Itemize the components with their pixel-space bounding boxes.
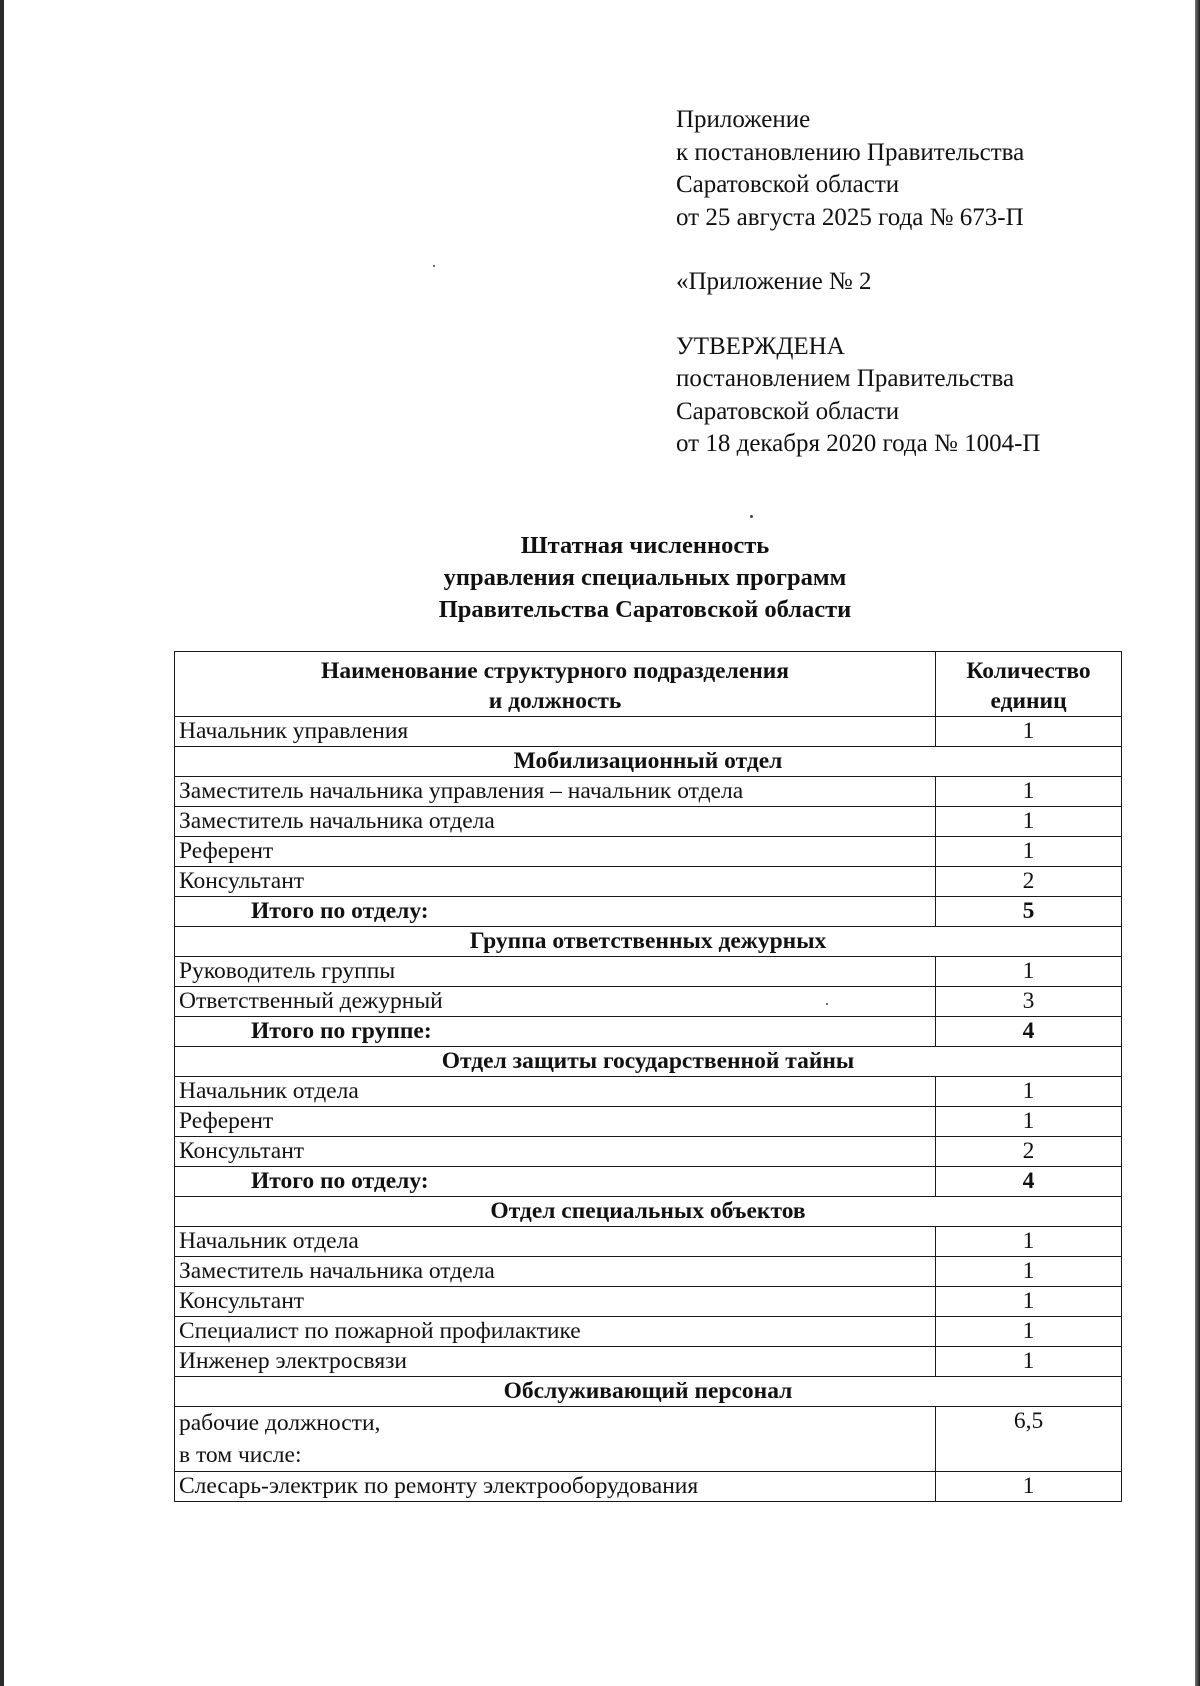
title-line-1: Штатная численность <box>520 532 770 559</box>
position-name: Начальник отдела <box>175 1227 936 1257</box>
position-count: 6,5 <box>936 1407 1122 1472</box>
header-approved-date: от 18 декабря 2020 года № 1004-П <box>676 430 1041 457</box>
section-title: Мобилизационный отдел <box>175 747 1122 777</box>
column-header-qty-line-1: Количество <box>966 658 1091 684</box>
position-name: Слесарь-электрик по ремонту электрооборудования <box>175 1472 936 1502</box>
scan-edge-left <box>0 0 4 1686</box>
header-appendix-label: Приложение <box>676 106 811 133</box>
column-header-qty-line-2: единиц <box>990 688 1067 714</box>
position-name: Консультант <box>175 1137 936 1167</box>
table-row <box>175 1347 1122 1377</box>
position-count: 1 <box>936 717 1122 747</box>
scan-edge-right <box>1195 0 1200 1686</box>
total-count: 4 <box>936 1017 1122 1047</box>
header-region: Саратовской области <box>676 171 900 198</box>
section-row <box>175 1377 1122 1407</box>
total-label: Итого по отделу: <box>175 897 936 927</box>
header-spacer <box>676 299 1156 331</box>
header-resolution-ref: к постановлению Правительства <box>676 138 1025 166</box>
position-count: 1 <box>936 1287 1122 1317</box>
section-row <box>175 1197 1122 1227</box>
table-row <box>175 867 1122 897</box>
position-count: 1 <box>936 1227 1122 1257</box>
position-name-line-1: рабочие должности, <box>179 1410 381 1436</box>
position-name: Заместитель начальника отдела <box>175 807 936 837</box>
position-count: 1 <box>936 1317 1122 1347</box>
column-header-name-line-1: Наименование структурного подразделения <box>321 658 790 684</box>
position-name: Консультант <box>175 867 936 897</box>
position-count: 3 <box>936 987 1122 1017</box>
position-name: Заместитель начальника управления – начальник отдела <box>175 777 936 807</box>
table-row <box>175 717 1122 747</box>
position-name: Консультант <box>175 1287 936 1317</box>
staff-table <box>174 651 1122 1502</box>
position-count: 2 <box>936 867 1122 897</box>
position-name: Инженер электросвязи <box>175 1347 936 1377</box>
total-row <box>175 897 1122 927</box>
section-row <box>175 1047 1122 1077</box>
position-name: Референт <box>175 1107 936 1137</box>
total-row <box>175 1167 1122 1197</box>
header-spacer <box>676 234 1156 266</box>
column-header-name-line-2: и должность <box>488 688 622 714</box>
table-row <box>175 1257 1122 1287</box>
scan-speck <box>750 515 753 518</box>
position-count: 1 <box>936 1347 1122 1377</box>
position-name: Заместитель начальника отдела <box>175 1257 936 1287</box>
position-name: Референт <box>175 837 936 867</box>
section-title: Отдел защиты государственной тайны <box>175 1047 1122 1077</box>
table-row <box>175 1472 1122 1502</box>
total-count: 4 <box>936 1167 1122 1197</box>
table-row <box>175 1317 1122 1347</box>
position-count: 1 <box>936 807 1122 837</box>
header-resolution-date: от 25 августа 2025 года № 673-П <box>676 203 1024 231</box>
total-label: Итого по группе: <box>175 1017 936 1047</box>
table-row <box>175 1227 1122 1257</box>
table-row <box>175 807 1122 837</box>
total-label: Итого по отделу: <box>175 1167 936 1197</box>
title-line-2: управления специальных программ <box>443 564 847 591</box>
position-name: Руководитель группы <box>175 957 936 987</box>
position-name: Начальник отдела <box>175 1077 936 1107</box>
section-row <box>175 747 1122 777</box>
column-header-qty <box>936 652 1122 717</box>
title-line-3: Правительства Саратовской области <box>438 596 852 623</box>
header-approved-label: УТВЕРЖДЕНА <box>676 332 845 360</box>
position-count: 2 <box>936 1137 1122 1167</box>
position-count: 1 <box>936 1107 1122 1137</box>
position-name <box>175 1407 936 1472</box>
table-row <box>175 1077 1122 1107</box>
total-count: 5 <box>936 897 1122 927</box>
section-title: Обслуживающий персонал <box>175 1377 1122 1407</box>
position-count: 1 <box>936 1077 1122 1107</box>
total-row <box>175 1017 1122 1047</box>
section-title: Отдел специальных объектов <box>175 1197 1122 1227</box>
approval-header <box>676 104 1156 461</box>
table-row <box>175 987 1122 1017</box>
table-row <box>175 957 1122 987</box>
document-title <box>170 530 1120 626</box>
header-approved-by: постановлением Правительства <box>676 365 1015 392</box>
position-count: 1 <box>936 957 1122 987</box>
table-row <box>175 777 1122 807</box>
section-row <box>175 927 1122 957</box>
position-count: 1 <box>936 1257 1122 1287</box>
table-row <box>175 1287 1122 1317</box>
position-name: Ответственный дежурный <box>175 987 936 1017</box>
position-count: 1 <box>936 1472 1122 1502</box>
table-row <box>175 1137 1122 1167</box>
table-row <box>175 1407 1122 1472</box>
table-header-row <box>175 652 1122 717</box>
position-name: Начальник управления <box>175 717 936 747</box>
scan-speck <box>433 265 435 267</box>
header-appendix-number: «Приложение № 2 <box>676 268 872 295</box>
position-name: Специалист по пожарной профилактике <box>175 1317 936 1347</box>
header-approved-region: Саратовской области <box>676 397 900 425</box>
position-count: 1 <box>936 777 1122 807</box>
section-title: Группа ответственных дежурных <box>175 927 1122 957</box>
position-count: 1 <box>936 837 1122 867</box>
table-row <box>175 1107 1122 1137</box>
column-header-name <box>175 652 936 717</box>
position-name-line-2: в том числе: <box>179 1442 302 1468</box>
table-row <box>175 837 1122 867</box>
